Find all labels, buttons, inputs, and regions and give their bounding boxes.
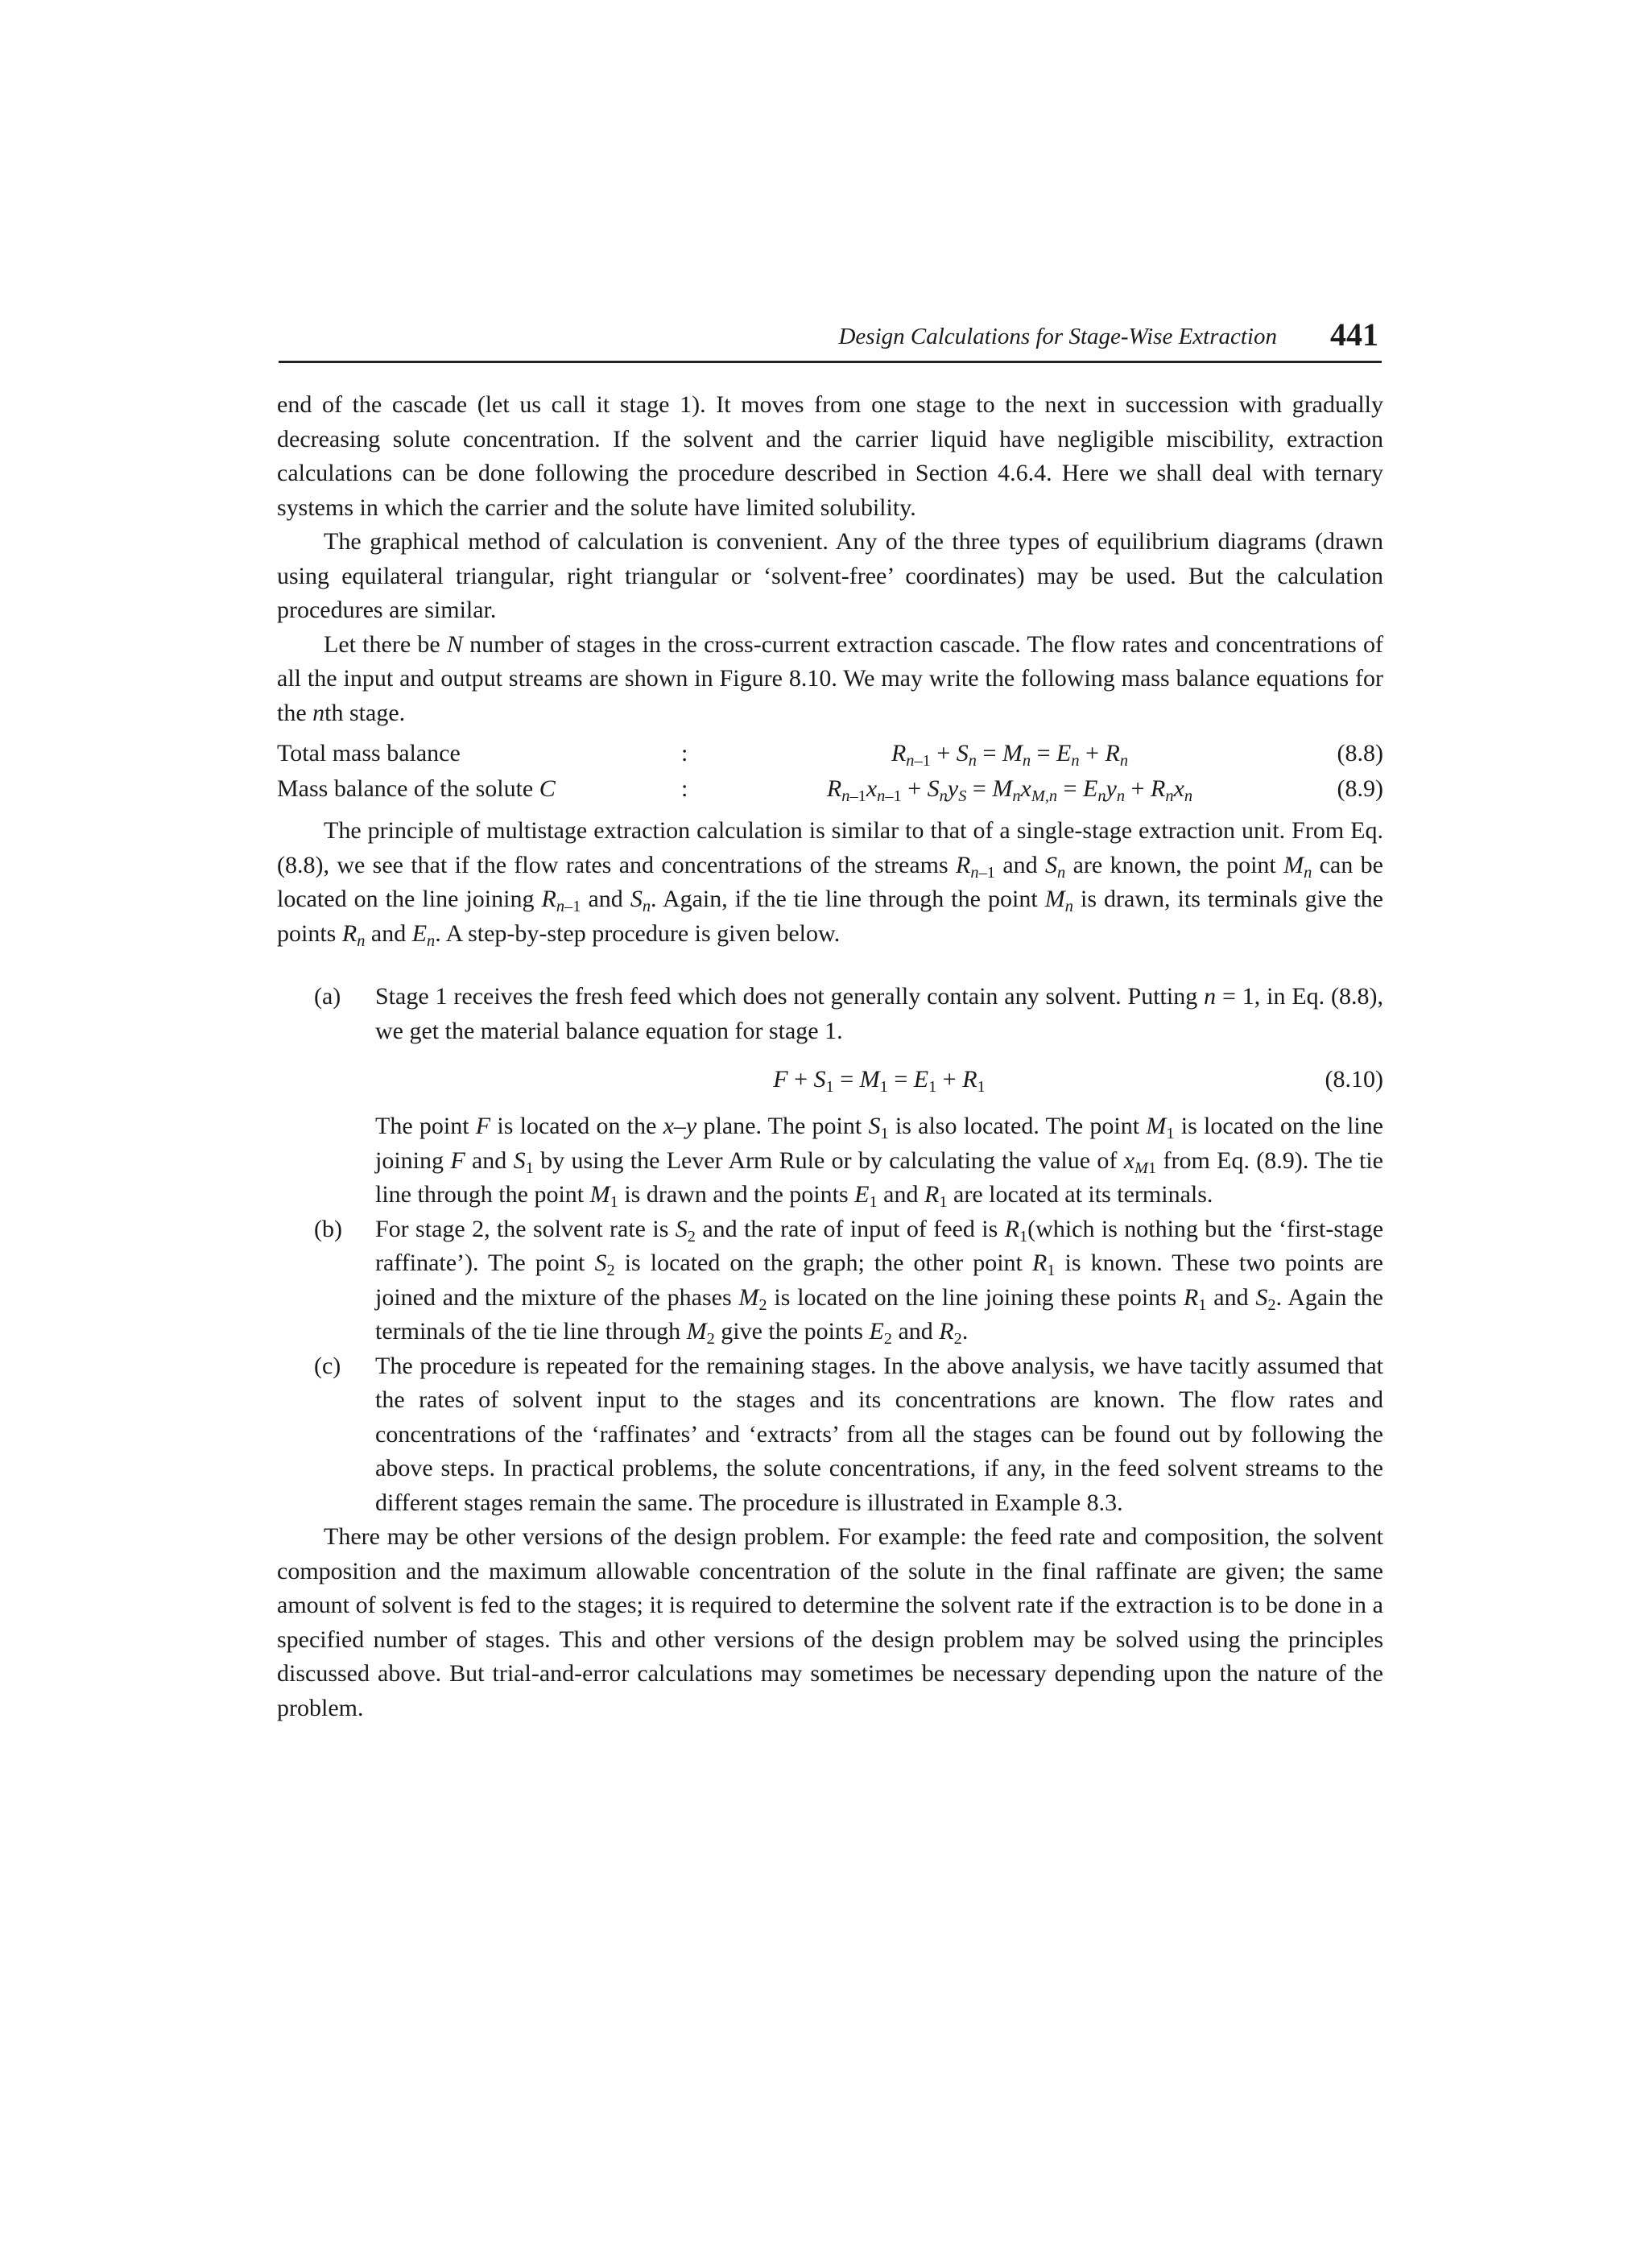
equation-label: Total mass balance (277, 740, 461, 766)
paragraph-2: The graphical method of calculation is convenient. Any of the three types of equilibrium diagrams (drawn using equilateral triangular, right triangular or ‘solvent-free’ coordinates) may be used. But the calculation procedures are similar. (277, 528, 1383, 623)
list-item-b: (b) For stage 2, the solvent rate is $S_2$ and the rate of input of feed is $R_1(which$ is nothing but the ‘first-stage raffinate’). The point $S_2$ is located on the graph; the other point $R_1$ is known. These two points are joined and the mixture of the phases $M_2$ is located on the line joining these points $R_1$ and $S_2$. Again the terminals of the tie line through $M_2$ give the points $E_2$ and $R_2$. (277, 1212, 1383, 1349)
running-title: Design Calculations for Stage-Wise Extraction (838, 324, 1277, 349)
paragraph-5: There may be other versions of the design problem. For example: the feed rate and composition, the solvent composition and the maximum allowable concentration of the solute in the final raffinate are given; the same amount of solvent is fed to the stages; it is required to determine the solvent rate if the extraction is to be done in a specified number of stages. This and other versions of the design problem may be solved using the principles discussed above. But trial-and-error calculations may sometimes be necessary depending upon the nature of the problem. (277, 1523, 1383, 1721)
equation-number: (8.10) (1325, 1066, 1383, 1093)
list-item-a: (a) Stage 1 receives the fresh feed which does not generally contain any solvent. Putting n = 1, in Eq. (8.8), we get the material balance equation for stage 1. $F + S_1 = M_1 = E_1 + R_1$ (8.10) The point F is located on the x–y plane. The point $S_1$ is also located. The point $M_1$ is located on the line joining F and $S_1$ by using the Lever Arm Rule or by calculating the value of $x_{M1}$ from Eq. (8.9). The tie line through the point $M_1$ is drawn and the points $E_1$ and $R_1$ are located at its terminals. (277, 980, 1383, 1212)
equation-expression: $R_{n-1} + S_n = M_n = E_n + R_n$ (891, 740, 1129, 770)
paragraph-1: end of the cascade (let us call it stage 1). It moves from one stage to the next in succession with gradually decreasing solute concentration. If the solvent and the carrier liquid have negligible miscibility, extraction calculations can be done following the procedure described in Section 4.6.4. Here we shall deal with ternary systems in which the carrier and the solute have limited solubility. (277, 391, 1383, 521)
equation-expression: $F + S_1 = M_1 = E_1 + R_1$ (773, 1066, 986, 1097)
equation-expression: $R_{n-1}x_{n-1} + S_ny_S = M_nx_{M,n} = E_ny_n + R_nx_n$ (826, 775, 1193, 806)
body-text (277, 388, 1383, 1725)
equation-number: (8.9) (1337, 775, 1383, 802)
list-item-c: (c) The procedure is repeated for the remaining stages. In the above analysis, we have tacitly assumed that the rates of solvent input to the stages and its concentrations are known. The flow rates and concentrations of the ‘raffinates’ and ‘extracts’ from all the stages can be found out by following the above steps. In practical problems, the solute concentrations, if any, in the feed solvent streams to the different stages remain the same. The procedure is illustrated in Example 8.3. (277, 1349, 1383, 1521)
equation-label: Mass balance of the solute C (277, 775, 556, 802)
list-marker: (c) (314, 1352, 341, 1379)
list-marker: (b) (314, 1215, 342, 1242)
running-header (279, 316, 1382, 363)
paragraph-3: Let there be N number of stages in the cross-current extraction cascade. The flow rates and concentrations of all the input and output streams are shown in Figure 8.10. We may write the following mass balance equations for the nth stage. (277, 630, 1383, 726)
equation-8-9: Mass balance of the solute C : $R_{n-1}x_{n-1} + S_ny_S = M_nx_{M,n} = E_ny_n + R_nx_n$ (8.9) (277, 772, 1383, 808)
list-marker: (a) (314, 983, 341, 1010)
equation-number: (8.8) (1337, 740, 1383, 766)
equation-8-8: Total mass balance : $R_{n-1} + S_n = M_n = E_n + R_n$ (8.8) (277, 737, 1383, 772)
paragraph-4: The principle of multistage extraction calculation is similar to that of a single-stage extraction unit. From Eq. (8.8), we see that if the flow rates and concentrations of the streams $R_{n-1}$ and $S_n$ are known, the point $M_n$ can be located on the line joining $R_{n-1}$ and $S_n$. Again, if the tie line through the point $M_n$ is drawn, its terminals give the points $R_n$ and $E_n$. A step-by-step procedure is given below. (277, 817, 1383, 950)
equation-8-10 (375, 1058, 1383, 1109)
page-number: 441 (1330, 316, 1378, 353)
procedure-list (277, 980, 1383, 1520)
